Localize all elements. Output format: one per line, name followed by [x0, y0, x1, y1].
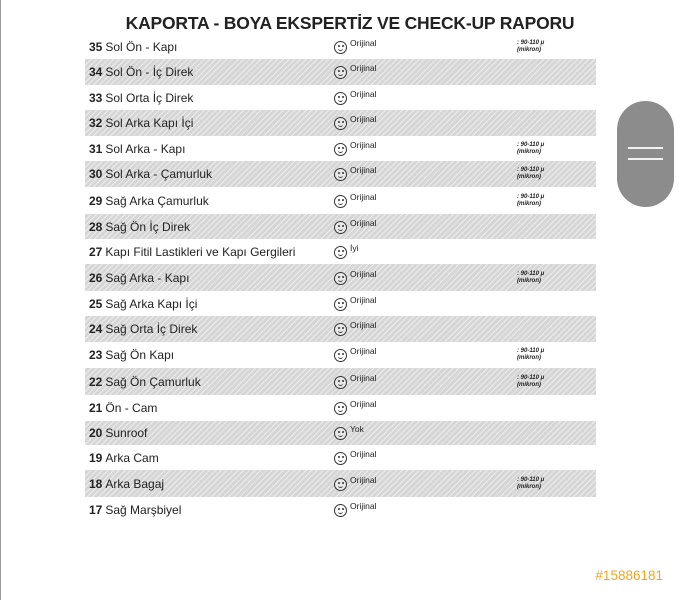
thickness-spec-line: (mikron) — [517, 148, 541, 155]
table-row — [85, 291, 596, 316]
part-number: 29 — [89, 193, 103, 208]
part-label — [89, 375, 201, 389]
part-name: Sol Ön - İç Direk — [105, 65, 194, 79]
status-label: Orijinal — [350, 346, 377, 356]
smiley-face-icon — [334, 478, 347, 491]
thickness-spec-line: : 90-110 μ — [517, 374, 545, 381]
part-label — [89, 426, 147, 440]
part-name: Sağ Marşbiyel — [105, 502, 182, 517]
smiley-face-icon — [334, 117, 347, 130]
thickness-spec-line: (mikron) — [517, 174, 541, 180]
status-label: Orijinal — [350, 63, 377, 73]
table-row — [85, 264, 596, 291]
part-label — [89, 65, 193, 79]
part-name: Sunroof — [105, 426, 148, 440]
inspection-table — [85, 34, 596, 522]
part-label — [89, 91, 193, 105]
thickness-spec — [517, 375, 544, 389]
part-number: 34 — [89, 65, 103, 79]
status-label: Orijinal — [350, 500, 377, 511]
part-number: 18 — [89, 476, 103, 491]
part-name: Sağ Arka Çamurluk — [105, 193, 209, 208]
part-label — [89, 116, 193, 130]
status-label: Yok — [350, 424, 364, 434]
thickness-spec — [517, 194, 544, 208]
part-label — [89, 348, 174, 362]
part-label — [89, 477, 164, 491]
status-label: Orijinal — [350, 294, 377, 305]
smiley-face-icon — [334, 349, 347, 362]
part-label — [89, 503, 181, 517]
thickness-spec-line: (mikron) — [517, 355, 541, 361]
status-label: Orijinal — [350, 372, 377, 383]
thickness-spec-line: (mikron) — [517, 277, 541, 284]
thickness-spec-line: : 90-110 μ — [517, 193, 545, 200]
listing-id: #15886181 — [595, 568, 663, 583]
table-row — [85, 445, 596, 470]
part-number: 32 — [89, 116, 103, 130]
thickness-spec — [517, 40, 544, 54]
part-label — [89, 194, 209, 208]
smiley-face-icon — [334, 92, 347, 105]
thickness-spec — [517, 271, 544, 285]
thickness-spec-line: : 90-110 μ — [517, 167, 545, 173]
thickness-spec-line: : 90-110 μ — [517, 270, 545, 277]
status-label: Orijinal — [350, 37, 377, 48]
table-row — [85, 470, 596, 497]
part-name: Sağ Orta İç Direk — [105, 322, 198, 336]
smiley-face-icon — [334, 376, 347, 389]
part-number: 26 — [89, 270, 103, 285]
table-row — [85, 342, 596, 368]
smiley-face-icon — [334, 41, 347, 54]
table-row — [85, 161, 596, 187]
thickness-spec — [517, 167, 544, 181]
status-label: Orijinal — [350, 217, 377, 228]
smiley-face-icon — [334, 143, 347, 156]
part-number: 23 — [89, 348, 103, 362]
part-label — [89, 167, 212, 181]
part-label — [89, 271, 189, 285]
thickness-spec-line: : 90-110 μ — [517, 348, 545, 354]
part-name: Sol Ön - Kapı — [105, 39, 178, 54]
page-left-border — [0, 0, 1, 600]
table-row — [85, 368, 596, 395]
part-label — [89, 245, 295, 259]
part-number: 33 — [89, 90, 103, 105]
status-label: Orijinal — [350, 191, 377, 202]
part-name: Arka Cam — [105, 450, 159, 465]
part-number: 21 — [89, 401, 103, 415]
table-row — [85, 85, 596, 110]
smiley-face-icon — [334, 298, 347, 311]
table-row — [85, 395, 596, 421]
part-name: Sol Arka - Çamurluk — [105, 167, 213, 181]
smiley-face-icon — [334, 66, 347, 79]
report-title: KAPORTA - BOYA EKSPERTİZ VE CHECK-UP RAPORU — [125, 13, 575, 33]
status-label: Orijinal — [350, 448, 377, 459]
smiley-face-icon — [334, 272, 347, 285]
part-number: 31 — [89, 141, 103, 156]
table-row — [85, 187, 596, 214]
thickness-spec — [517, 477, 544, 491]
part-label — [89, 401, 157, 415]
part-number: 25 — [89, 296, 103, 311]
thickness-spec-line: (mikron) — [517, 200, 541, 207]
status-label: Orijinal — [350, 399, 377, 409]
table-row — [85, 239, 596, 264]
thickness-spec-line: (mikron) — [517, 483, 541, 490]
smiley-face-icon — [334, 246, 347, 259]
part-name: Kapı Fitil Lastikleri ve Kapı Gergileri — [105, 244, 296, 259]
thickness-spec-line: : 90-110 μ — [517, 141, 545, 148]
part-name: Arka Bagaj — [105, 476, 165, 491]
status-label: Orijinal — [350, 139, 377, 150]
thickness-spec-line: : 90-110 μ — [517, 39, 545, 46]
part-label — [89, 451, 159, 465]
part-name: Ön - Cam — [105, 401, 158, 415]
status-label: Orijinal — [350, 165, 377, 175]
smiley-face-icon — [334, 504, 347, 517]
smiley-face-icon — [334, 195, 347, 208]
smiley-face-icon — [334, 427, 347, 440]
part-label — [89, 297, 197, 311]
part-number: 35 — [89, 39, 103, 54]
side-menu-handle[interactable] — [617, 101, 674, 207]
part-name: Sağ Ön Kapı — [105, 348, 175, 362]
status-label: Orijinal — [350, 474, 377, 485]
table-row — [85, 421, 596, 445]
part-number: 24 — [89, 322, 103, 336]
part-name: Sol Arka Kapı İçi — [105, 116, 194, 130]
part-number: 19 — [89, 450, 103, 465]
part-number: 20 — [89, 426, 103, 440]
part-name: Sağ Arka Kapı İçi — [105, 296, 198, 311]
status-label: Orijinal — [350, 268, 377, 279]
part-number: 22 — [89, 374, 103, 389]
part-number: 28 — [89, 219, 103, 234]
part-name: Sağ Ön Çamurluk — [105, 374, 201, 389]
table-row — [85, 316, 596, 342]
table-row — [85, 110, 596, 136]
part-name: Sol Orta İç Direk — [105, 90, 194, 105]
smiley-face-icon — [334, 168, 347, 181]
table-row — [85, 34, 596, 59]
status-label: Orijinal — [350, 320, 377, 330]
part-number: 30 — [89, 167, 103, 181]
thickness-spec — [517, 142, 544, 156]
part-number: 27 — [89, 244, 103, 259]
part-label — [89, 40, 177, 54]
table-row — [85, 214, 596, 239]
status-label: Orijinal — [350, 114, 377, 124]
smiley-face-icon — [334, 221, 347, 234]
part-label — [89, 322, 197, 336]
thickness-spec-line: (mikron) — [517, 46, 541, 53]
status-label: İyi — [350, 242, 359, 253]
status-label: Orijinal — [350, 88, 377, 99]
part-number: 17 — [89, 502, 103, 517]
table-row — [85, 497, 596, 522]
table-row — [85, 136, 596, 161]
part-name: Sol Arka - Kapı — [105, 141, 186, 156]
thickness-spec — [517, 348, 544, 362]
smiley-face-icon — [334, 402, 347, 415]
thickness-spec-line: (mikron) — [517, 381, 541, 388]
thickness-spec-line: : 90-110 μ — [517, 476, 545, 483]
part-name: Sağ Arka - Kapı — [105, 270, 190, 285]
smiley-face-icon — [334, 452, 347, 465]
part-label — [89, 220, 190, 234]
smiley-face-icon — [334, 323, 347, 336]
table-row — [85, 59, 596, 85]
part-name: Sağ Ön İç Direk — [105, 219, 191, 234]
part-label — [89, 142, 185, 156]
